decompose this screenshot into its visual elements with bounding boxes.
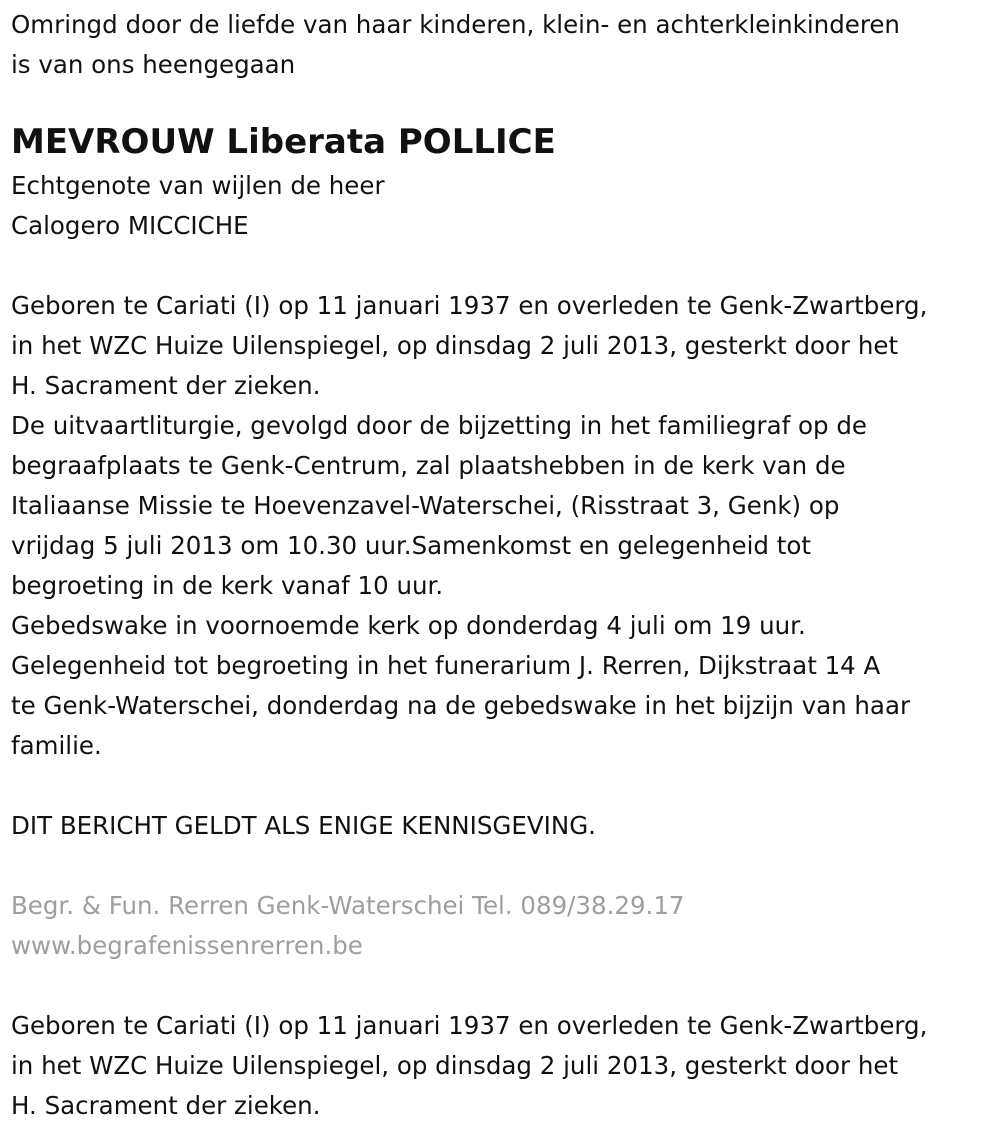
body-line: De uitvaartliturgie, gevolgd door de bijzetting in het familiegraf op de [11,411,867,440]
repeat-line: Geboren te Cariati (I) op 11 januari 1937 en overleden te Genk-Zwartberg, [11,1011,928,1040]
funeral-home-website[interactable]: www.begrafenissenrerren.be [11,931,363,960]
deceased-name: MEVROUW Liberata POLLICE [11,122,556,162]
body-line: in het WZC Huize Uilenspiegel, op dinsdag 2 juli 2013, gesterkt door het [11,331,899,360]
body-line: Gelegenheid tot begroeting in het funerarium J. Rerren, Dijkstraat 14 A [11,651,881,680]
repeat-line: H. Sacrament der zieken. [11,1091,321,1120]
body-line: familie. [11,731,102,760]
obituary-notice [11,5,996,1126]
spacer [11,766,996,806]
intro-text [11,5,996,85]
body-line: H. Sacrament der zieken. [11,371,321,400]
body-line: Gebedswake in voornoemde kerk op donderdag 4 juli om 19 uur. [11,611,806,640]
spouse-line: Echtgenote van wijlen de heer [11,171,385,200]
repeat-line: in het WZC Huize Uilenspiegel, op dinsdag 2 juli 2013, gesterkt door het [11,1051,899,1080]
body-line: begroeting in de kerk vanaf 10 uur. [11,571,444,600]
funeral-home-line: Begr. & Fun. Rerren Genk-Waterschei Tel. 089/38.29.17 [11,891,685,920]
body-line: vrijdag 5 juli 2013 om 10.30 uur.Samenkomst en gelegenheid tot [11,531,811,560]
body-line: begraafplaats te Genk-Centrum, zal plaatshebben in de kerk van de [11,451,846,480]
intro-line: is van ons heengegaan [11,50,296,79]
body-text [11,286,996,766]
body-line: te Genk-Waterschei, donderdag na de gebedswake in het bijzijn van haar [11,691,911,720]
spacer [11,846,996,886]
funeral-home-info [11,886,996,966]
spacer [11,246,996,286]
spacer [11,966,996,1006]
body-line: Geboren te Cariati (I) op 11 januari 1937 en overleden te Genk-Zwartberg, [11,291,928,320]
spouse-info [11,166,996,246]
body-line: Italiaanse Missie te Hoevenzavel-Waterschei, (Risstraat 3, Genk) op [11,491,840,520]
notice-text: DIT BERICHT GELDT ALS ENIGE KENNISGEVING. [11,811,596,840]
intro-line: Omringd door de liefde van haar kinderen, klein- en achterkleinkinderen [11,10,900,39]
repeat-text [11,1006,996,1126]
spouse-line: Calogero MICCICHE [11,211,249,240]
